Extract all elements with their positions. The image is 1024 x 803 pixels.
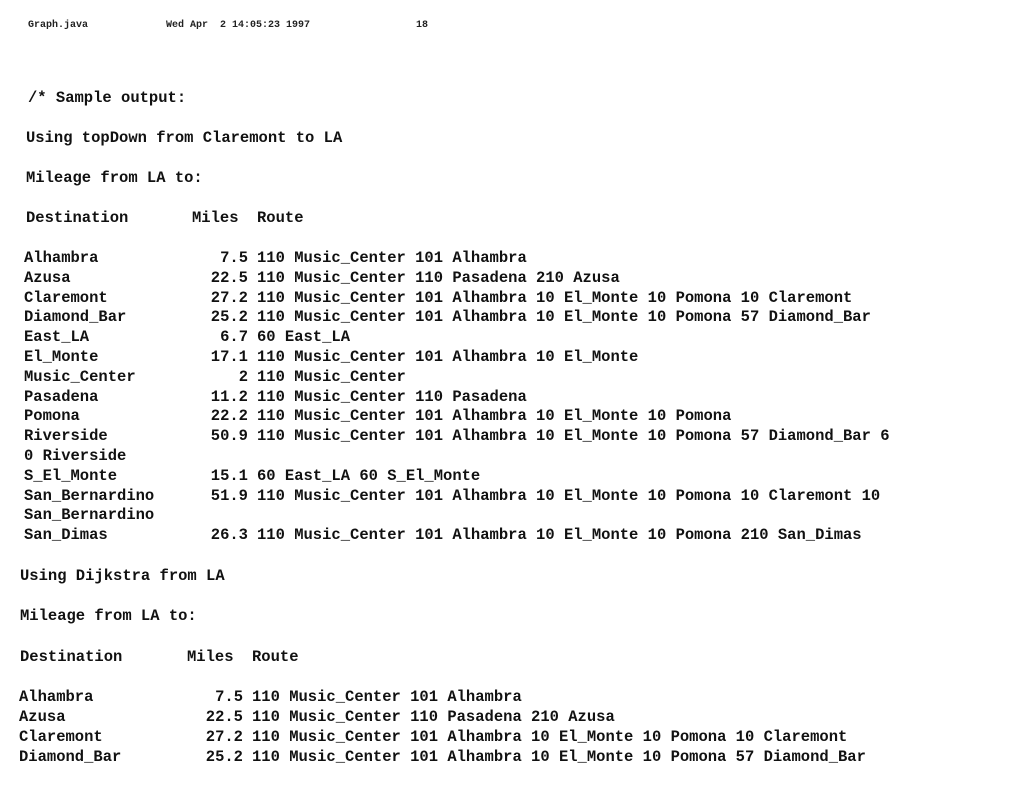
row-route: 110 Music_Center 110 Pasadena 210 Azusa (257, 268, 620, 287)
comment-line: /* Sample output: (28, 89, 187, 107)
row-miles: 27.2 (210, 288, 248, 307)
row-destination: Music_Center (24, 367, 136, 386)
table-row (24, 307, 1024, 327)
table-row (19, 687, 1019, 707)
row-route: 110 Music_Center (257, 367, 406, 386)
section1-col-destination: Destination (26, 209, 129, 227)
row-route: 110 Music_Center 101 Alhambra 10 El_Monte 10 Pomona 57 Diamond_Bar 6 (257, 427, 890, 446)
row-miles: 22.5 (205, 708, 243, 726)
row-route: 60 East_LA (257, 328, 351, 347)
row-route: 110 Music_Center 110 Pasadena 210 Azusa (252, 708, 615, 726)
row-route: 110 Music_Center 110 Pasadena (257, 387, 527, 406)
row-route: 110 Music_Center 101 Alhambra 10 El_Monte 10 Pomona 57 Diamond_Bar (257, 308, 871, 327)
table-row (24, 327, 1024, 347)
header-page-number: 18 (416, 20, 429, 31)
table-row (24, 347, 1024, 367)
row-miles: 25.2 (205, 748, 243, 766)
row-destination: Riverside (24, 427, 108, 446)
row-miles: 7.5 (220, 249, 248, 267)
row-destination: Alhambra (24, 249, 99, 267)
row-destination: El_Monte (24, 348, 99, 366)
section1-col-miles: Miles (192, 209, 239, 227)
table-row (24, 288, 1024, 308)
row-destination: San_Dimas (24, 526, 108, 545)
row-destination: Pasadena (24, 387, 99, 406)
row-destination: San_Bernardino (24, 486, 155, 505)
section1-using-line: Using topDown from Claremont to LA (26, 129, 343, 147)
table-row (24, 486, 1024, 506)
row-route: 60 East_LA 60 S_El_Monte (257, 466, 481, 485)
row-miles: 22.5 (210, 268, 248, 287)
row-route-continuation: San_Bernardino (24, 506, 155, 525)
row-miles: 27.2 (205, 728, 243, 746)
table-row (24, 426, 1024, 446)
row-miles: 26.3 (210, 526, 248, 545)
row-miles: 51.9 (210, 486, 248, 505)
row-destination: East_LA (24, 328, 90, 347)
section1-col-route: Route (257, 209, 304, 227)
page-header (28, 20, 429, 64)
row-miles: 11.2 (210, 387, 248, 406)
row-miles: 25.2 (210, 308, 248, 327)
row-destination: Alhambra (19, 688, 94, 706)
row-miles: 22.2 (210, 407, 248, 426)
row-miles: 15.1 (210, 466, 248, 485)
table-row (24, 406, 1024, 426)
table-row (24, 268, 1024, 288)
table-row (24, 367, 1024, 387)
row-route: 110 Music_Center 101 Alhambra 10 El_Monte 10 Pomona 10 Claremont 10 (257, 486, 881, 505)
table-row (24, 525, 1024, 545)
section1-mileage-line: Mileage from LA to: (26, 169, 203, 187)
row-destination: S_El_Monte (24, 466, 118, 485)
row-route: 110 Music_Center 101 Alhambra 10 El_Monte 10 Pomona 210 San_Dimas (257, 526, 862, 545)
row-destination: Azusa (24, 268, 71, 287)
table-row (24, 387, 1024, 407)
row-route: 110 Music_Center 101 Alhambra 10 El_Monte (257, 348, 639, 366)
section2-mileage-line: Mileage from LA to: (20, 607, 197, 625)
table-row (24, 466, 1024, 486)
section2-col-route: Route (252, 648, 299, 666)
row-destination: Azusa (19, 708, 66, 726)
table-row (24, 248, 1024, 268)
row-miles: 6.7 (220, 328, 248, 347)
row-route: 110 Music_Center 101 Alhambra 10 El_Monte 10 Pomona 10 Claremont (252, 728, 848, 746)
section2-using-line: Using Dijkstra from LA (20, 567, 225, 585)
row-miles: 50.9 (210, 427, 248, 446)
row-miles: 7.5 (215, 688, 243, 706)
section2-col-miles: Miles (187, 648, 234, 666)
row-route: 110 Music_Center 101 Alhambra 10 El_Monte 10 Pomona (257, 407, 732, 426)
table-row (19, 747, 1019, 767)
row-destination: Pomona (24, 407, 80, 426)
row-route: 110 Music_Center 101 Alhambra 10 El_Monte 10 Pomona 10 Claremont (257, 288, 853, 307)
row-miles: 2 (238, 367, 248, 386)
table-row (19, 707, 1019, 727)
row-route: 110 Music_Center 101 Alhambra (252, 688, 522, 706)
row-destination: Claremont (24, 288, 108, 307)
header-filename: Graph.java (28, 20, 89, 31)
table-row (19, 727, 1019, 747)
row-route: 110 Music_Center 101 Alhambra (257, 249, 527, 267)
header-datetime: Wed Apr 2 14:05:23 1997 (166, 20, 311, 31)
row-destination: Diamond_Bar (24, 308, 127, 327)
row-miles: 17.1 (210, 348, 248, 366)
section2-col-destination: Destination (20, 648, 123, 666)
row-route: 110 Music_Center 101 Alhambra 10 El_Monte 10 Pomona 57 Diamond_Bar (252, 748, 866, 766)
row-destination: Claremont (19, 728, 103, 746)
row-destination: Diamond_Bar (19, 748, 122, 766)
row-route-continuation: 0 Riverside (24, 447, 127, 465)
